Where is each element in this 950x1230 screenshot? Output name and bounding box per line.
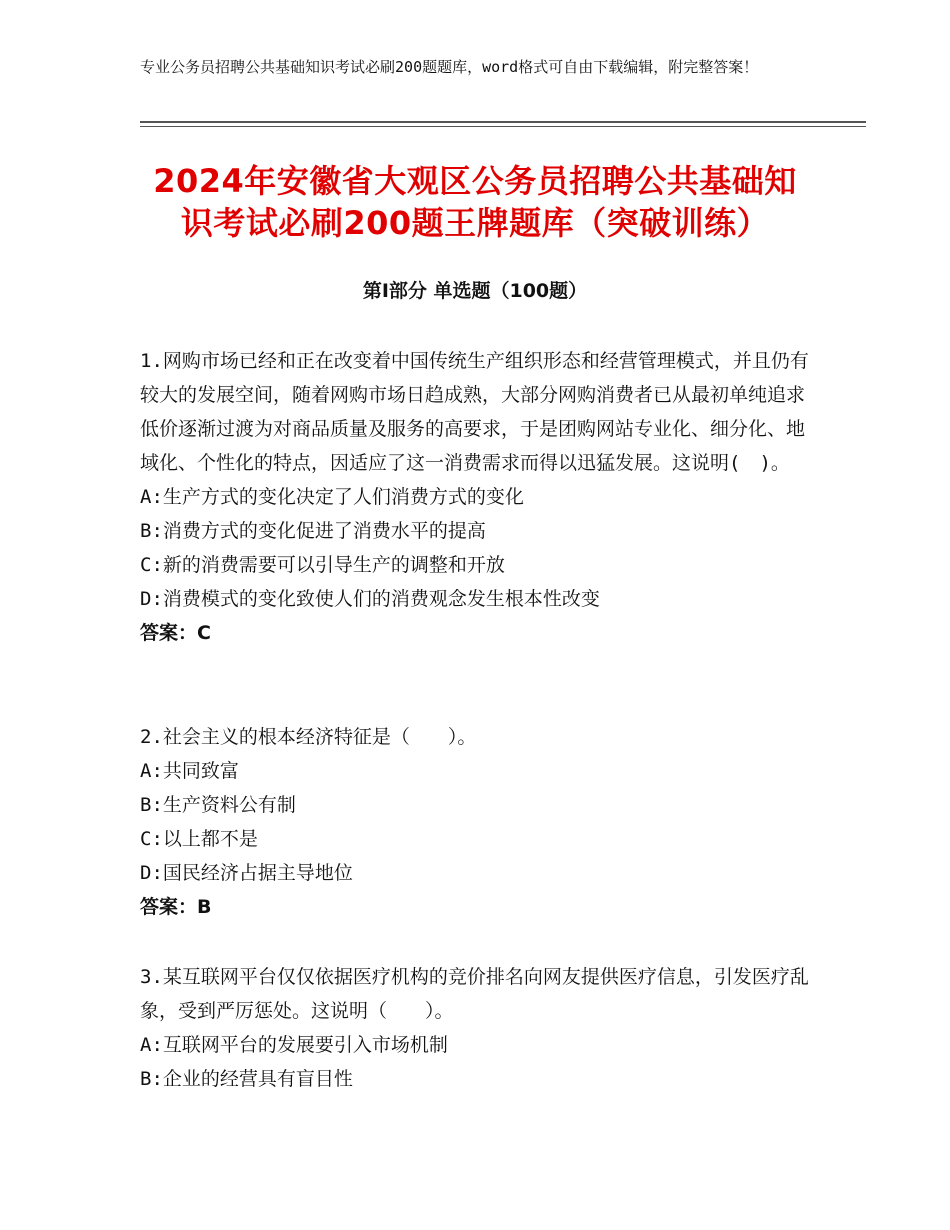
option-letter: A: <box>140 760 163 782</box>
option-text: 国民经济占据主导地位 <box>162 862 353 884</box>
option-text: 企业的经营具有盲目性 <box>162 1068 353 1090</box>
option-letter: B: <box>140 1068 163 1090</box>
option-a <box>140 480 810 514</box>
option-letter: C: <box>140 828 163 850</box>
question-2 <box>140 720 810 924</box>
option-a <box>140 1028 810 1062</box>
option-text: 以上都不是 <box>162 828 258 850</box>
option-letter: D: <box>140 588 163 610</box>
document-title: 2024年安徽省大观区公务员招聘公共基础知识考试必刷200题王牌题库（突破训练） <box>153 162 797 242</box>
option-text: 消费模式的变化致使人们的消费观念发生根本性改变 <box>162 588 600 610</box>
option-b <box>140 788 810 822</box>
section-title: 第Ⅰ部分 单选题（100题） <box>362 280 588 302</box>
option-b <box>140 1062 810 1096</box>
question-text: 1.网购市场已经和正在改变着中国传统生产组织形态和经营管理模式，并且仍有较大的发展空间，随着网购市场日趋成熟，大部分网购消费者已从最初单纯追求低价逐渐过渡为对商品质量及服务的高要求，于是团购网站专业化、细分化、地域化、个性化的特点，因适应了这一消费需求而得以迅猛发展。这说明( )。 <box>140 350 809 474</box>
option-text: 生产资料公有制 <box>162 794 296 816</box>
question-text: 3.某互联网平台仅仅依据医疗机构的竞价排名向网友提供医疗信息，引发医疗乱象，受到严厉惩处。这说明（ ）。 <box>140 966 809 1022</box>
option-letter: B: <box>140 794 163 816</box>
option-c <box>140 822 810 856</box>
option-letter: C: <box>140 554 163 576</box>
option-d <box>140 856 810 890</box>
answer: 答案：C <box>140 622 211 644</box>
option-text: 生产方式的变化决定了人们消费方式的变化 <box>162 486 524 508</box>
header-divider-thin <box>140 126 866 127</box>
question-1 <box>140 344 810 650</box>
option-a <box>140 754 810 788</box>
question-text: 2.社会主义的根本经济特征是（ ）。 <box>140 726 477 748</box>
option-text: 互联网平台的发展要引入市场机制 <box>162 1034 448 1056</box>
option-letter: A: <box>140 486 163 508</box>
option-d <box>140 582 810 616</box>
option-text: 消费方式的变化促进了消费水平的提高 <box>162 520 486 542</box>
option-letter: B: <box>140 520 163 542</box>
option-letter: D: <box>140 862 163 884</box>
option-text: 新的消费需要可以引导生产的调整和开放 <box>162 554 505 576</box>
question-3 <box>140 960 810 1096</box>
header-note: 专业公务员招聘公共基础知识考试必刷200题题库，word格式可自由下载编辑，附完整答案！ <box>140 58 759 76</box>
option-c <box>140 548 810 582</box>
option-letter: A: <box>140 1034 163 1056</box>
option-text: 共同致富 <box>162 760 239 782</box>
answer: 答案：B <box>140 896 212 918</box>
header-divider <box>140 121 866 123</box>
option-b <box>140 514 810 548</box>
